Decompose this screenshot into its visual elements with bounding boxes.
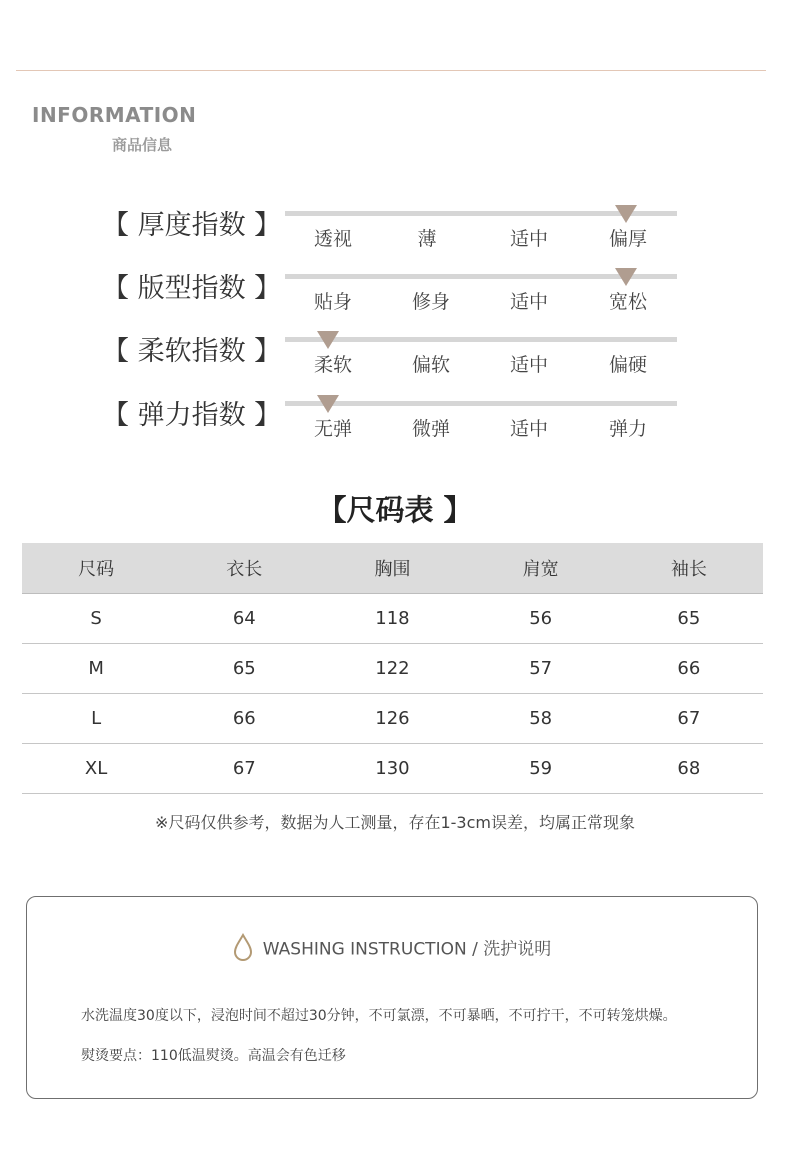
index-label: 偏软 (411, 354, 450, 376)
table-cell: S (22, 594, 170, 644)
index-title: 【 柔软指数 】 (102, 336, 282, 367)
index-marker (615, 205, 637, 223)
washing-text-1: 水洗温度30度以下，浸泡时间不超过30分钟，不可氯漂，不可暴晒，不可拧干，不可转笼烘燥。 (81, 1008, 677, 1024)
index-label: 透视 (313, 228, 352, 250)
index-label: 弹力 (608, 418, 647, 440)
index-label: 柔软 (313, 354, 352, 376)
size-chart-title: 【尺码表 】 (317, 493, 473, 527)
table-cell: 126 (318, 694, 466, 744)
index-label: 贴身 (313, 291, 352, 313)
index-row-softness (0, 329, 790, 389)
index-title: 【 厚度指数 】 (102, 210, 282, 241)
table-row (22, 694, 763, 744)
table-header-row (22, 543, 763, 594)
table-header-cell: 尺码 (22, 543, 170, 594)
table-cell: 57 (467, 644, 615, 694)
washing-text-2: 熨烫要点：110低温熨烫。高温会有色迁移 (81, 1048, 346, 1064)
table-cell: 58 (467, 694, 615, 744)
table-cell: 118 (318, 594, 466, 644)
washing-instruction-box (26, 896, 758, 1099)
washing-title: WASHING INSTRUCTION / 洗护说明 (262, 939, 552, 960)
table-cell: 65 (170, 644, 318, 694)
section-title-en: INFORMATION (32, 103, 197, 127)
washing-header (27, 933, 757, 966)
index-label: 微弹 (411, 418, 450, 440)
table-cell: 67 (170, 744, 318, 794)
index-marker (317, 395, 339, 413)
table-header-cell: 胸围 (318, 543, 466, 594)
table-cell: 68 (615, 744, 763, 794)
size-table (22, 543, 763, 794)
index-row-fit (0, 266, 790, 326)
table-row (22, 744, 763, 794)
index-label: 偏厚 (608, 228, 647, 250)
table-cell: 66 (615, 644, 763, 694)
table-cell: M (22, 644, 170, 694)
index-title: 【 弹力指数 】 (102, 400, 282, 431)
water-drop-icon (233, 933, 253, 966)
index-marker (615, 268, 637, 286)
section-title-cn: 商品信息 (112, 136, 173, 154)
index-row-elasticity (0, 393, 790, 453)
table-cell: 59 (467, 744, 615, 794)
index-label: 薄 (417, 228, 437, 250)
table-cell: 66 (170, 694, 318, 744)
top-divider (16, 70, 766, 71)
index-label: 偏硬 (608, 354, 647, 376)
table-row (22, 644, 763, 694)
table-header-cell: 肩宽 (467, 543, 615, 594)
index-label: 适中 (509, 228, 548, 250)
table-cell: 67 (615, 694, 763, 744)
table-cell: 130 (318, 744, 466, 794)
table-cell: 65 (615, 594, 763, 644)
index-title: 【 版型指数 】 (102, 273, 282, 304)
index-marker (317, 331, 339, 349)
index-scale-bar (285, 401, 677, 406)
index-label: 适中 (509, 354, 548, 376)
table-header-cell: 袖长 (615, 543, 763, 594)
size-note: ※尺码仅供参考，数据为人工测量，存在1-3cm误差，均属正常现象 (155, 813, 635, 832)
table-header-cell: 衣长 (170, 543, 318, 594)
index-label: 适中 (509, 418, 548, 440)
index-label: 宽松 (608, 291, 647, 313)
table-row (22, 594, 763, 644)
table-cell: 122 (318, 644, 466, 694)
table-cell: XL (22, 744, 170, 794)
index-label: 修身 (411, 291, 450, 313)
table-cell: 64 (170, 594, 318, 644)
index-row-thickness (0, 203, 790, 263)
index-label: 适中 (509, 291, 548, 313)
table-cell: 56 (467, 594, 615, 644)
index-label: 无弹 (313, 418, 352, 440)
index-scale-bar (285, 337, 677, 342)
table-cell: L (22, 694, 170, 744)
